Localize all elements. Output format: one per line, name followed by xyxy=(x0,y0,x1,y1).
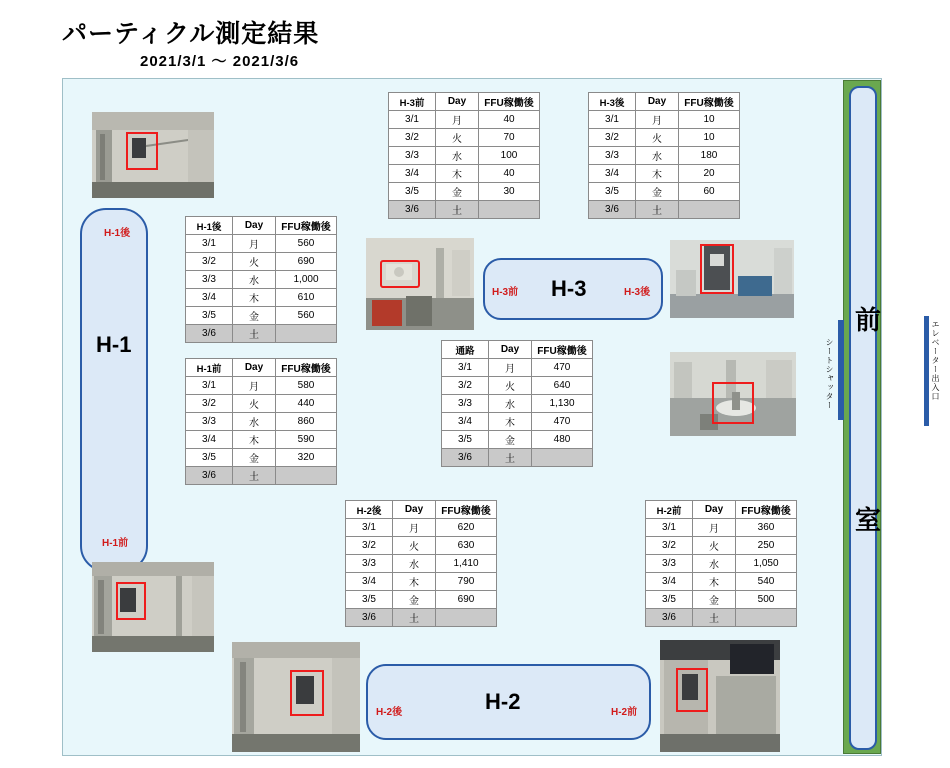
table-row: 3/6 土 xyxy=(346,609,497,627)
table-h2-before xyxy=(645,500,797,627)
table-h3-after xyxy=(588,92,740,219)
col-day: Day xyxy=(393,501,436,519)
elevator-label: エレベーター出入口 xyxy=(931,320,940,401)
room-h1-label: H-1 xyxy=(96,332,132,357)
table-row: 3/3 水 1,050 xyxy=(646,555,797,573)
table-row: 3/4 木 610 xyxy=(186,289,337,307)
table-row: 3/6 土 xyxy=(442,449,593,467)
table-row: 3/5 金 500 xyxy=(646,591,797,609)
table-row: 3/6 土 xyxy=(186,467,337,485)
room-h3-label: H-3 xyxy=(551,276,587,301)
table-row: 3/2 火 440 xyxy=(186,395,337,413)
table-row: 3/4 木 590 xyxy=(186,431,337,449)
col-day: Day xyxy=(693,501,736,519)
room-h1 xyxy=(80,208,148,572)
shutter-label: シートシャッター xyxy=(825,338,834,410)
measurement-marker xyxy=(380,260,420,288)
table-title: H-1後 xyxy=(186,217,233,235)
table-title: 通路 xyxy=(442,341,489,359)
table-row: 3/6 土 xyxy=(646,609,797,627)
col-value: FFU稼働後 xyxy=(276,359,337,377)
table-row: 3/2 火 640 xyxy=(442,377,593,395)
col-day: Day xyxy=(436,93,479,111)
table-h3-before xyxy=(388,92,540,219)
measurement-marker xyxy=(290,670,324,716)
table-h1-before xyxy=(185,358,337,485)
site-photo-corridor xyxy=(670,352,796,436)
table-row: 3/4 木 470 xyxy=(442,413,593,431)
col-value: FFU稼働後 xyxy=(736,501,797,519)
table-row: 3/3 水 1,410 xyxy=(346,555,497,573)
col-value: FFU稼働後 xyxy=(276,217,337,235)
elevator-bar xyxy=(924,316,929,426)
table-row: 3/3 水 1,130 xyxy=(442,395,593,413)
col-day: Day xyxy=(636,93,679,111)
table-row: 3/1 月 470 xyxy=(442,359,593,377)
table-row: 3/3 水 100 xyxy=(389,147,540,165)
table-row: 3/6 土 xyxy=(186,325,337,343)
room-h2-tag-after: H-2後 xyxy=(376,707,403,718)
table-row: 3/3 水 1,000 xyxy=(186,271,337,289)
table-row: 3/2 火 70 xyxy=(389,129,540,147)
measurement-marker xyxy=(700,244,734,294)
site-photo-h2-before xyxy=(660,640,780,752)
table-title: H-1前 xyxy=(186,359,233,377)
table-title: H-2後 xyxy=(346,501,393,519)
col-value: FFU稼働後 xyxy=(679,93,740,111)
table-title: H-3後 xyxy=(589,93,636,111)
corridor-label-front: 前 xyxy=(855,305,882,335)
table-row: 3/3 水 180 xyxy=(589,147,740,165)
table-row: 3/2 火 690 xyxy=(186,253,337,271)
col-day: Day xyxy=(233,217,276,235)
corridor-inner xyxy=(849,86,882,750)
table-row: 3/6 土 xyxy=(589,201,740,219)
table-row: 3/4 木 20 xyxy=(589,165,740,183)
site-photo-h2-after xyxy=(232,642,360,752)
table-row: 3/3 水 860 xyxy=(186,413,337,431)
table-row: 3/1 月 620 xyxy=(346,519,497,537)
table-title: H-3前 xyxy=(389,93,436,111)
table-row: 3/2 火 10 xyxy=(589,129,740,147)
table-row: 3/2 火 250 xyxy=(646,537,797,555)
table-row: 3/1 月 10 xyxy=(589,111,740,129)
table-row: 3/4 木 40 xyxy=(389,165,540,183)
table-row: 3/5 金 690 xyxy=(346,591,497,609)
page-title: パーティクル測定結果 xyxy=(62,20,320,48)
measurement-marker xyxy=(676,668,708,712)
room-h2-label: H-2 xyxy=(485,689,521,714)
table-h2-after xyxy=(345,500,497,627)
measurement-marker xyxy=(712,382,754,424)
table-row: 3/5 金 560 xyxy=(186,307,337,325)
table-row: 3/1 月 360 xyxy=(646,519,797,537)
col-value: FFU稼働後 xyxy=(436,501,497,519)
table-row: 3/5 金 320 xyxy=(186,449,337,467)
table-row: 3/4 木 790 xyxy=(346,573,497,591)
table-row: 3/5 金 60 xyxy=(589,183,740,201)
col-day: Day xyxy=(489,341,532,359)
table-corridor xyxy=(441,340,593,467)
table-row: 3/5 金 30 xyxy=(389,183,540,201)
site-photo-h3-after xyxy=(670,240,794,318)
col-value: FFU稼働後 xyxy=(479,93,540,111)
room-h3-tag-after: H-3後 xyxy=(624,287,651,298)
shutter-bar xyxy=(838,320,844,420)
measurement-marker xyxy=(116,582,146,620)
room-h2-tag-before: H-2前 xyxy=(611,707,638,718)
measurement-marker xyxy=(126,132,158,170)
site-photo-h1-before xyxy=(92,562,214,652)
site-photo-h1-after xyxy=(92,112,214,198)
table-title: H-2前 xyxy=(646,501,693,519)
table-row: 3/2 火 630 xyxy=(346,537,497,555)
table-row: 3/4 木 540 xyxy=(646,573,797,591)
col-value: FFU稼働後 xyxy=(532,341,593,359)
table-row: 3/1 月 580 xyxy=(186,377,337,395)
table-h1-after xyxy=(185,216,337,343)
table-row: 3/6 土 xyxy=(389,201,540,219)
table-row: 3/1 月 560 xyxy=(186,235,337,253)
room-h1-tag-before: H-1前 xyxy=(102,538,129,549)
date-range: 2021/3/1 ～ 2021/3/6 xyxy=(140,53,300,70)
col-day: Day xyxy=(233,359,276,377)
room-h3-tag-before: H-3前 xyxy=(492,287,519,298)
table-row: 3/1 月 40 xyxy=(389,111,540,129)
corridor-label-room: 室 xyxy=(855,505,882,535)
table-row: 3/5 金 480 xyxy=(442,431,593,449)
room-h1-tag-after: H-1後 xyxy=(104,228,131,239)
site-photo-h3-before xyxy=(366,238,474,330)
